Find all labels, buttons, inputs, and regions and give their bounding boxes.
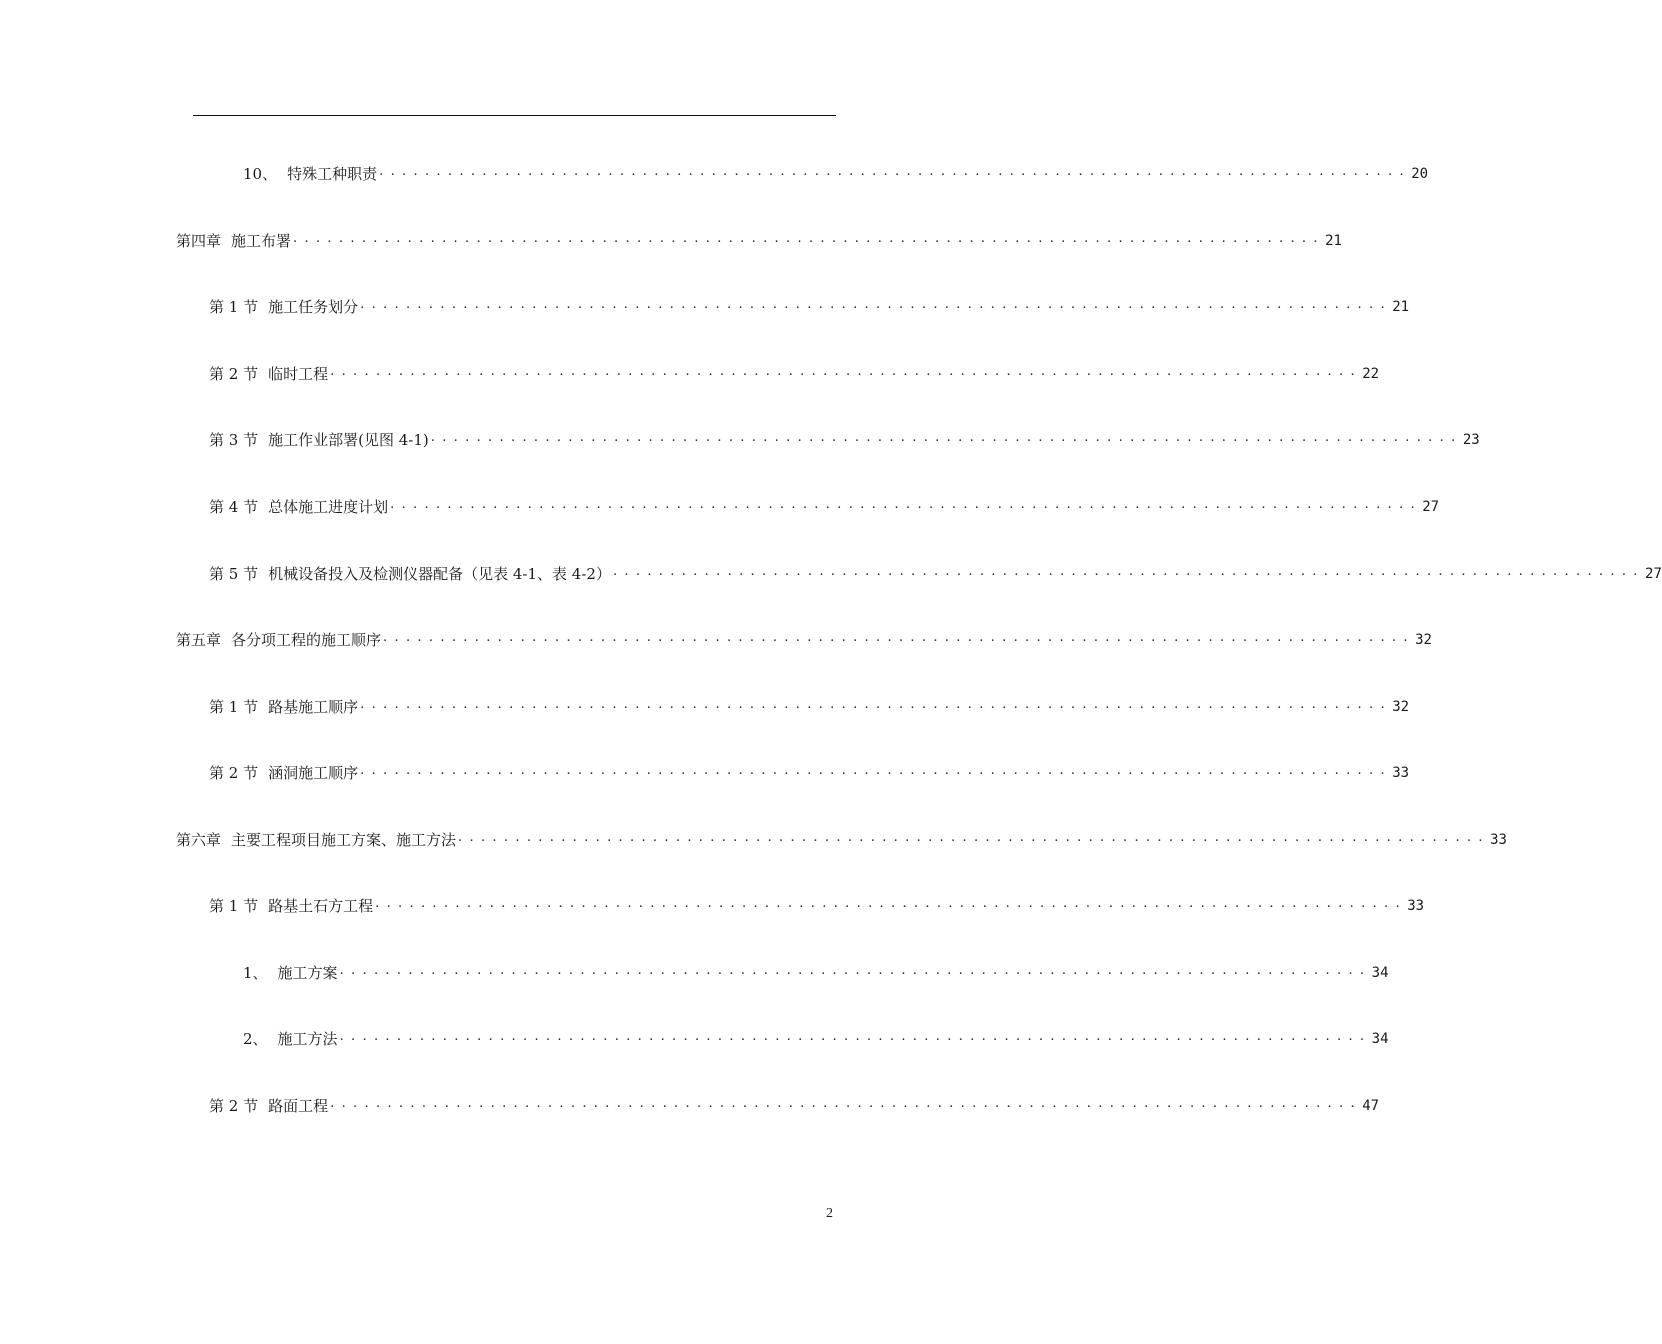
toc-entry-title: 施工方法 (277, 1030, 338, 1048)
toc-entry-number: 第五章 (176, 631, 222, 649)
toc-leader-dots: . . . . . . . . . . . . . . . . . . . . . . . . . . . . . . . . . . . . . . . . . . . . . . . . . . . . . . . . . . . . . . . . . . . . . . . . . . . . . . . . . . . . . . . . . . (360, 697, 1387, 712)
toc-leader-dots: . . . . . . . . . . . . . . . . . . . . . . . . . . . . . . . . . . . . . . . . . . . . . . . . . . . . . . . . . . . . . . . . . . . . . . . . . . . . . . . . . . . . . . . . . . (379, 164, 1406, 179)
toc-entry[interactable] (176, 227, 1342, 251)
toc-entry-page: 22 (1362, 366, 1380, 382)
toc-leader-dots: . . . . . . . . . . . . . . . . . . . . . . . . . . . . . . . . . . . . . . . . . . . . . . . . . . . . . . . . . . . . . . . . . . . . . . . . . . . . . . . . . . . . . . . . . . (293, 231, 1320, 246)
toc-entry-page: 34 (1371, 965, 1389, 981)
toc-entry-page: 34 (1371, 1031, 1389, 1047)
toc-entry-number: 第六章 (176, 831, 222, 849)
footer-page-number: 2 (826, 1206, 833, 1221)
toc-leader-dots: . . . . . . . . . . . . . . . . . . . . . . . . . . . . . . . . . . . . . . . . . . . . . . . . . . . . . . . . . . . . . . . . . . . . . . . . . . . . . . . . . . . . . . . . . . (458, 830, 1485, 845)
toc-entry-title: 施工方案 (277, 964, 338, 982)
toc-entry-title: 路面工程 (268, 1097, 329, 1115)
toc-entry-number: 第 1 节 (209, 897, 259, 915)
toc-leader-dots: . . . . . . . . . . . . . . . . . . . . . . . . . . . . . . . . . . . . . . . . . . . . . . . . . . . . . . . . . . . . . . . . . . . . . . . . . . . . . . . . . . . . . . . . . . (360, 763, 1387, 778)
toc-entry-number: 第四章 (176, 232, 222, 250)
toc-entry[interactable] (209, 360, 1380, 384)
toc-entry-title: 各分项工程的施工顺序 (231, 631, 382, 649)
toc-entry-title: 主要工程项目施工方案、施工方法 (231, 831, 457, 849)
toc-leader-dots: . . . . . . . . . . . . . . . . . . . . . . . . . . . . . . . . . . . . . . . . . . . . . . . . . . . . . . . . . . . . . . . . . . . . . . . . . . . . . . . . . . . . . . . . . . (330, 1096, 1357, 1111)
toc-entry-number: 第 2 节 (209, 764, 259, 782)
toc-entry-number: 第 5 节 (209, 565, 259, 583)
toc-entry-title: 机械设备投入及检测仪器配备（见表 4-1、表 4-2） (268, 565, 611, 583)
toc-entry[interactable] (243, 959, 1389, 983)
header-rule (193, 115, 836, 116)
toc-entry-page: 27 (1645, 566, 1662, 582)
toc-entry-number: 第 2 节 (209, 1097, 259, 1115)
toc-entry-page: 47 (1362, 1098, 1380, 1114)
toc-leader-dots: . . . . . . . . . . . . . . . . . . . . . . . . . . . . . . . . . . . . . . . . . . . . . . . . . . . . . . . . . . . . . . . . . . . . . . . . . . . . . . . . . . . . . . . . . . (375, 896, 1402, 911)
toc-entry[interactable] (209, 759, 1410, 783)
toc-entry-page: 20 (1411, 166, 1429, 182)
toc-entry-number: 2、 (243, 1030, 268, 1048)
toc-entry-title: 施工作业部署(见图 4-1) (268, 431, 429, 449)
toc-entry[interactable] (209, 493, 1440, 517)
toc-entry[interactable] (209, 892, 1425, 916)
toc-entry[interactable] (209, 293, 1410, 317)
toc-entry-number: 第 4 节 (209, 498, 259, 516)
toc-entry[interactable] (209, 426, 1480, 450)
toc-entry-title: 施工任务划分 (268, 298, 359, 316)
toc-entry[interactable] (243, 1025, 1389, 1049)
toc-entry-number: 第 2 节 (209, 365, 259, 383)
toc-entry-page: 33 (1490, 832, 1507, 848)
toc-entry-number: 第 1 节 (209, 698, 259, 716)
toc-leader-dots: . . . . . . . . . . . . . . . . . . . . . . . . . . . . . . . . . . . . . . . . . . . . . . . . . . . . . . . . . . . . . . . . . . . . . . . . . . . . . . . . . . . . . . . . . . (339, 963, 1366, 978)
toc-entry-title: 临时工程 (268, 365, 329, 383)
toc-entry[interactable] (209, 1092, 1380, 1116)
toc-leader-dots: . . . . . . . . . . . . . . . . . . . . . . . . . . . . . . . . . . . . . . . . . . . . . . . . . . . . . . . . . . . . . . . . . . . . . . . . . . . . . . . . . . . . . . . . . . (612, 564, 1640, 579)
toc-leader-dots: . . . . . . . . . . . . . . . . . . . . . . . . . . . . . . . . . . . . . . . . . . . . . . . . . . . . . . . . . . . . . . . . . . . . . . . . . . . . . . . . . . . . . . . . . . (360, 297, 1387, 312)
toc-entry-title: 涵洞施工顺序 (268, 764, 359, 782)
toc-entry-page: 21 (1325, 233, 1342, 249)
toc-entry-title: 施工布署 (231, 232, 292, 250)
toc-entry-page: 32 (1392, 699, 1410, 715)
toc-entry-title: 路基土石方工程 (268, 897, 374, 915)
toc-entry-title: 路基施工顺序 (268, 698, 359, 716)
toc-entry-page: 32 (1415, 632, 1432, 648)
toc-entry-number: 1、 (243, 964, 268, 982)
toc-entry[interactable] (176, 826, 1507, 850)
toc-entry-number: 10、 (243, 165, 278, 183)
toc-entry-page: 21 (1392, 299, 1410, 315)
toc-entry-page: 33 (1392, 765, 1410, 781)
toc-leader-dots: . . . . . . . . . . . . . . . . . . . . . . . . . . . . . . . . . . . . . . . . . . . . . . . . . . . . . . . . . . . . . . . . . . . . . . . . . . . . . . . . . . . . . . . . . . (339, 1029, 1366, 1044)
toc-entry-title: 特殊工种职责 (287, 165, 378, 183)
toc-leader-dots: . . . . . . . . . . . . . . . . . . . . . . . . . . . . . . . . . . . . . . . . . . . . . . . . . . . . . . . . . . . . . . . . . . . . . . . . . . . . . . . . . . . . . . . . . . (383, 630, 1410, 645)
toc-entry-title: 总体施工进度计划 (268, 498, 389, 516)
toc-leader-dots: . . . . . . . . . . . . . . . . . . . . . . . . . . . . . . . . . . . . . . . . . . . . . . . . . . . . . . . . . . . . . . . . . . . . . . . . . . . . . . . . . . . . . . . . . . (430, 430, 1457, 445)
toc-entry-number: 第 3 节 (209, 431, 259, 449)
toc-entry-number: 第 1 节 (209, 298, 259, 316)
toc-entry-page: 23 (1462, 432, 1480, 448)
toc-leader-dots: . . . . . . . . . . . . . . . . . . . . . . . . . . . . . . . . . . . . . . . . . . . . . . . . . . . . . . . . . . . . . . . . . . . . . . . . . . . . . . . . . . . . . . . . . . (390, 497, 1417, 512)
toc-entry-page: 33 (1407, 898, 1425, 914)
toc-entry[interactable] (209, 693, 1410, 717)
toc-entry[interactable] (243, 160, 1429, 184)
toc-entry[interactable] (176, 626, 1432, 650)
toc-leader-dots: . . . . . . . . . . . . . . . . . . . . . . . . . . . . . . . . . . . . . . . . . . . . . . . . . . . . . . . . . . . . . . . . . . . . . . . . . . . . . . . . . . . . . . . . . . (330, 364, 1357, 379)
toc-entry-page: 27 (1422, 499, 1440, 515)
toc-entry[interactable] (209, 560, 1662, 584)
